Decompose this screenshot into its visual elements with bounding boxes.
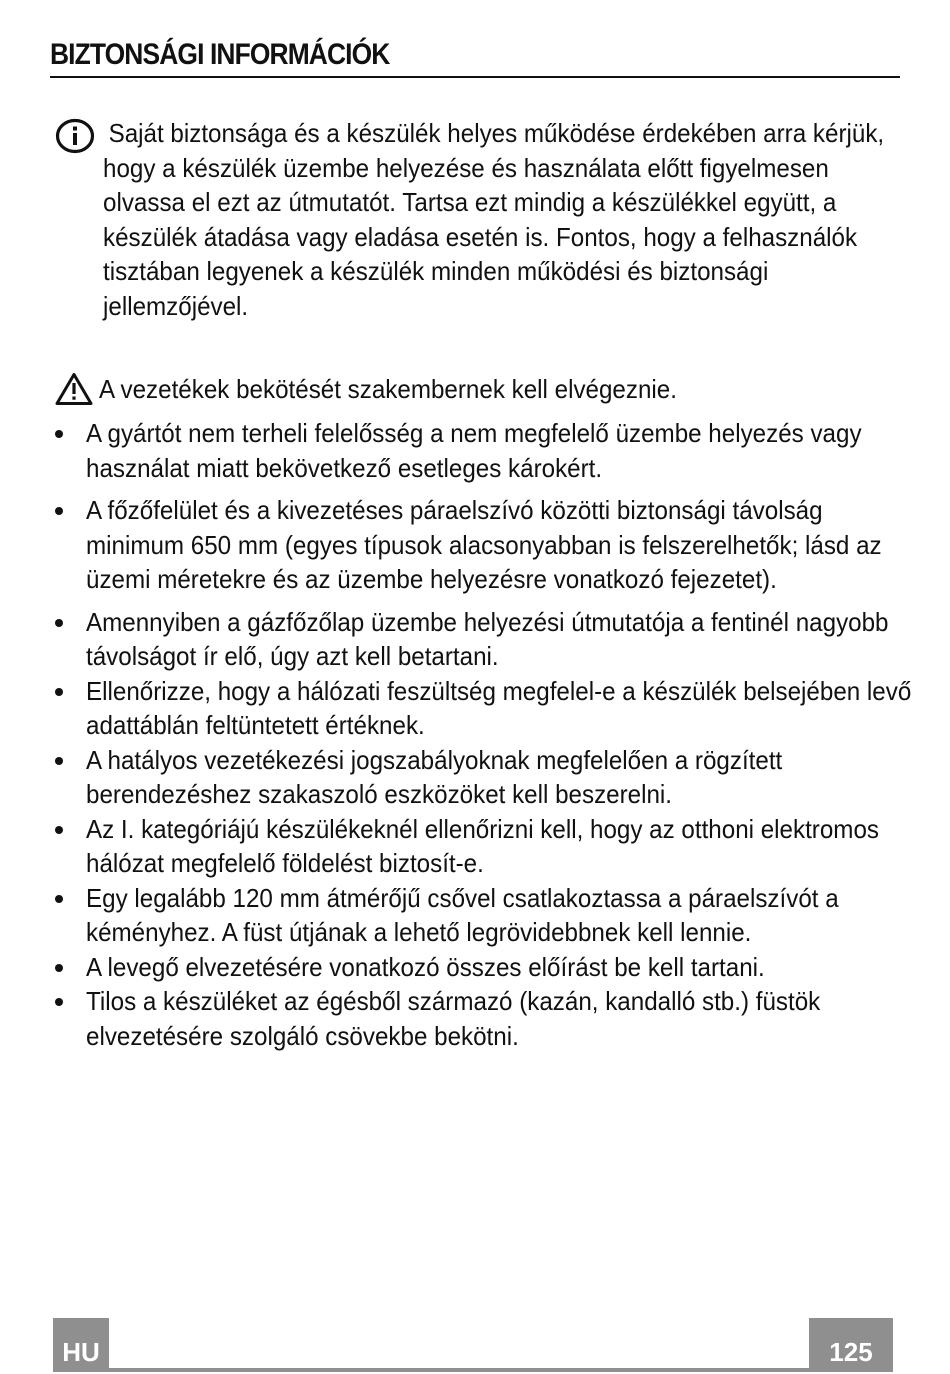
list-item [55, 984, 905, 1053]
page-number: 125 [809, 1318, 893, 1372]
bullet-icon [55, 998, 63, 1006]
bullet-icon [55, 507, 63, 515]
warning-text: A vezetékek bekötését szakembernek kell elvégeznie. [99, 373, 677, 404]
list-item [55, 950, 905, 985]
list-item-text: Tilos a készüléket az égésből származó (kazán, kandalló stb.) füstök elvezetésére szolgáló csövekbe bekötni. [86, 986, 821, 1051]
list-item-text: Amennyiben a gázfőzőlap üzembe helyezési útmutatója a fentinél nagyobb távolságot ír elő, úgy azt kell betartani. [86, 606, 889, 671]
warning-triangle-icon [55, 372, 93, 406]
list-item [55, 743, 905, 812]
title-divider [50, 76, 900, 78]
list-item-text: Az I. kategóriájú készülékeknél ellenőrizni kell, hogy az otthoni elektromos hálózat megfelelő földelést biztosít-e. [86, 813, 879, 878]
bullet-icon [55, 964, 63, 972]
bullet-icon [55, 688, 63, 696]
list-item [55, 493, 905, 597]
list-item-text: Ellenőrizze, hogy a hálózati feszültség megfelel-e a készülék belsejében levő adattáblán feltüntetett értéknek. [86, 675, 912, 740]
list-item-text: A gyártót nem terheli felelősség a nem megfelelő üzembe helyezés vagy használat miatt bekövetkező esetleges károkért. [86, 418, 862, 483]
bullet-icon [55, 895, 63, 903]
safety-list [55, 416, 912, 1053]
bullet-icon [55, 757, 63, 765]
list-item [55, 674, 912, 743]
list-item [55, 605, 905, 674]
list-item-text: A főzőfelület és a kivezetéses páraelszívó közötti biztonsági távolság minimum 650 mm (egyes típusok alacsonyabban is felszerelhetők; lásd az üzemi méretekre és az üzembe helyezésre vonatkozó fejezetet). [86, 495, 882, 594]
bullet-icon [55, 619, 63, 627]
footer-divider [109, 1368, 809, 1372]
list-item [55, 416, 905, 485]
info-circle-icon [55, 118, 95, 154]
list-item-text: Egy legalább 120 mm átmérőjű csővel csatlakoztassa a páraelszívót a kéményhez. A füst útjának a lehető legrövidebbnek kell lennie. [86, 882, 839, 947]
list-item [55, 812, 905, 881]
bullet-icon [55, 430, 63, 438]
info-notice [55, 116, 895, 323]
list-item-text: A hatályos vezetékezési jogszabályoknak megfelelően a rögzített berendezéshez szakaszoló eszközöket kell beszerelni. [86, 744, 783, 809]
page-title: BIZTONSÁGI INFORMÁCIÓK [50, 38, 390, 71]
list-item-text: A levegő elvezetésére vonatkozó összes előírást be kell tartani. [86, 951, 765, 982]
bullet-icon [55, 826, 63, 834]
list-item [55, 881, 905, 950]
language-badge: HU [53, 1318, 109, 1372]
info-paragraph: Saját biztonsága és a készülék helyes működése érdekében arra kérjük, hogy a készülék üzembe helyezése és használata előtt figyelmesen olvassa el ezt az útmutatót. Tartsa ezt mindig a készülékkel együtt, a készülék átadása vagy eladása esetén is. Fontos, hogy a felhasználók tisztában legyenek a készülék minden működési és biztonsági jellemzőjével. [103, 118, 885, 321]
warning-notice [55, 372, 720, 406]
